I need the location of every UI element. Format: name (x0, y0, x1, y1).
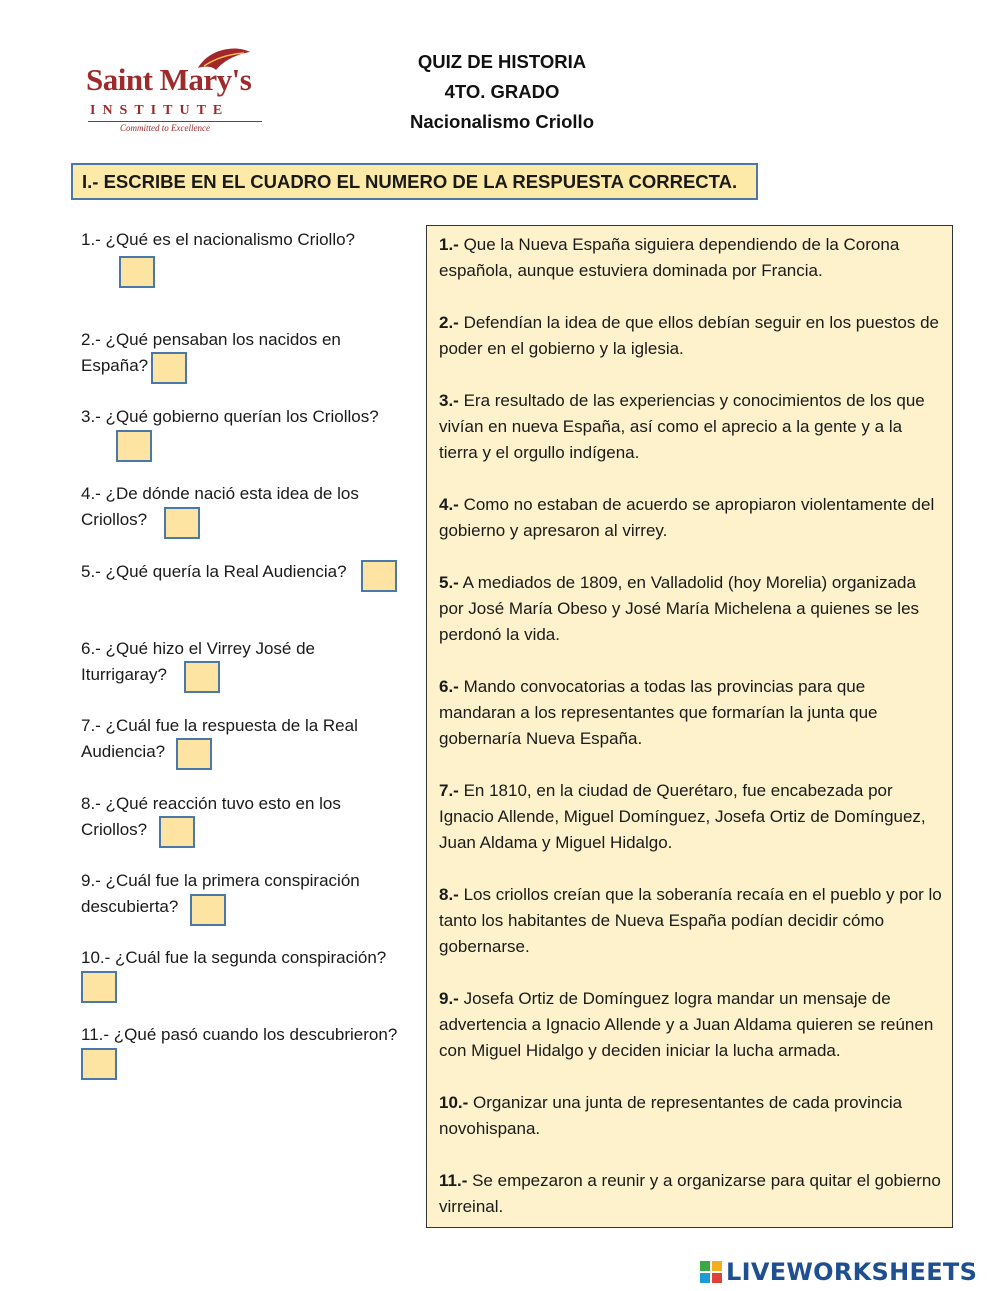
liveworksheets-watermark (700, 1256, 977, 1288)
liveworksheets-text: LIVEWORKSHEETS (726, 1258, 978, 1286)
section-instructions: I.- ESCRIBE EN EL CUADRO EL NUMERO DE LA RESPUESTA CORRECTA. (71, 163, 758, 200)
answer-box-1[interactable] (119, 256, 155, 288)
logo-name: Saint Mary's (86, 62, 252, 97)
grade-label: 4TO. GRADO (444, 81, 560, 102)
answer-box-10[interactable] (81, 971, 117, 1003)
answer-box-6[interactable] (184, 661, 220, 693)
answer-box-9[interactable] (190, 894, 226, 926)
answer-number: 5.- (439, 573, 459, 592)
answer-box-7[interactable] (176, 738, 212, 770)
answer-number: 1.- (439, 235, 459, 254)
answer-text: A mediados de 1809, en Valladolid (hoy Morelia) organizada por José María Obeso y José María Michelena a quienes se les perdonó la vida. (439, 573, 920, 644)
question-6: 6.- ¿Qué hizo el Virrey José de Iturrigaray? (81, 639, 316, 684)
answer-option (439, 1168, 942, 1220)
answer-text: Josefa Ortiz de Domínguez logra mandar un mensaje de advertencia a Ignacio Allende y a Juan Aldama quieren se reúnen con Miguel Hidalgo y deciden iniciar la lucha armada. (439, 989, 934, 1060)
answer-options-panel (426, 225, 953, 1228)
answer-box-2[interactable] (151, 352, 187, 384)
question-10: 10.- ¿Cuál fue la segunda conspiración? (81, 948, 387, 967)
answer-option (439, 310, 942, 362)
answer-number: 2.- (439, 313, 459, 332)
answer-text: Se empezaron a reunir y a organizarse para quitar el gobierno virreinal. (439, 1171, 941, 1216)
question-1: 1.- ¿Qué es el nacionalismo Criollo? (81, 230, 356, 249)
question-11: 11.- ¿Qué pasó cuando los descubrieron? (81, 1025, 398, 1044)
answer-text: Como no estaban de acuerdo se apropiaron violentamente del gobierno y apresaron al virrey. (439, 495, 935, 540)
answer-number: 10.- (439, 1093, 469, 1112)
answer-option (439, 1090, 942, 1142)
answer-number: 8.- (439, 885, 459, 904)
school-logo (82, 44, 282, 136)
answer-text: Que la Nueva España siguiera dependiendo de la Corona española, aunque estuviera dominada por Francia. (439, 235, 900, 280)
answer-box-3[interactable] (116, 430, 152, 462)
answer-box-4[interactable] (164, 507, 200, 539)
topic-label: Nacionalismo Criollo (409, 111, 594, 132)
answer-text: Los criollos creían que la soberanía recaía en el pueblo y por lo tanto los habitantes de Nueva España podían decidir cómo gobernarse. (439, 885, 942, 956)
answer-number: 6.- (439, 677, 459, 696)
answer-number: 3.- (439, 391, 459, 410)
answer-option (439, 986, 942, 1064)
answer-text: Era resultado de las experiencias y conocimientos de los que vivían en nueva España, así como el aprecio a la gente y a la tierra y el orgullo indígena. (439, 391, 925, 462)
question-4: 4.- ¿De dónde nació esta idea de los Criollos? (81, 484, 359, 529)
quiz-header (330, 47, 674, 137)
question-2: 2.- ¿Qué pensaban los nacidos en España? (81, 330, 341, 375)
answer-text: Mando convocatorias a todas las provincias para que mandaran a los representantes que formarían la junta que gobernaría Nueva España. (439, 677, 878, 748)
question-8: 8.- ¿Qué reacción tuvo esto en los Criollos? (81, 794, 341, 839)
answer-box-5[interactable] (361, 560, 397, 592)
question-5: 5.- ¿Qué quería la Real Audiencia? (81, 562, 347, 581)
answer-option (439, 492, 942, 544)
answer-option (439, 882, 942, 960)
answer-number: 9.- (439, 989, 459, 1008)
answer-number: 11.- (439, 1171, 468, 1190)
question-7: 7.- ¿Cuál fue la respuesta de la Real Audiencia? (81, 716, 358, 761)
answer-number: 7.- (439, 781, 459, 800)
answer-number: 4.- (439, 495, 459, 514)
answer-box-11[interactable] (81, 1048, 117, 1080)
question-3: 3.- ¿Qué gobierno querían los Criollos? (81, 407, 379, 426)
question-9: 9.- ¿Cuál fue la primera conspiración descubierta? (81, 871, 360, 916)
answer-option (439, 778, 942, 856)
liveworksheets-logo-icon (700, 1261, 722, 1283)
logo-divider (88, 121, 262, 122)
answer-text: Defendían la idea de que ellos debían seguir en los puestos de poder en el gobierno y la iglesia. (439, 313, 939, 358)
answer-text: Organizar una junta de representantes de cada provincia novohispana. (439, 1093, 903, 1138)
answer-text: En 1810, en la ciudad de Querétaro, fue encabezada por Ignacio Allende, Miguel Domínguez, Josefa Ortiz de Domínguez, Juan Aldama y Miguel Hidalgo. (439, 781, 926, 852)
quiz-title: QUIZ DE HISTORIA (417, 51, 587, 72)
logo-subtitle: INSTITUTE (90, 103, 230, 118)
answer-box-8[interactable] (159, 816, 195, 848)
logo-tagline: Committed to Excellence (120, 123, 210, 133)
answer-option (439, 674, 942, 752)
answer-option (439, 570, 942, 648)
answer-option (439, 232, 942, 284)
answer-option (439, 388, 942, 466)
